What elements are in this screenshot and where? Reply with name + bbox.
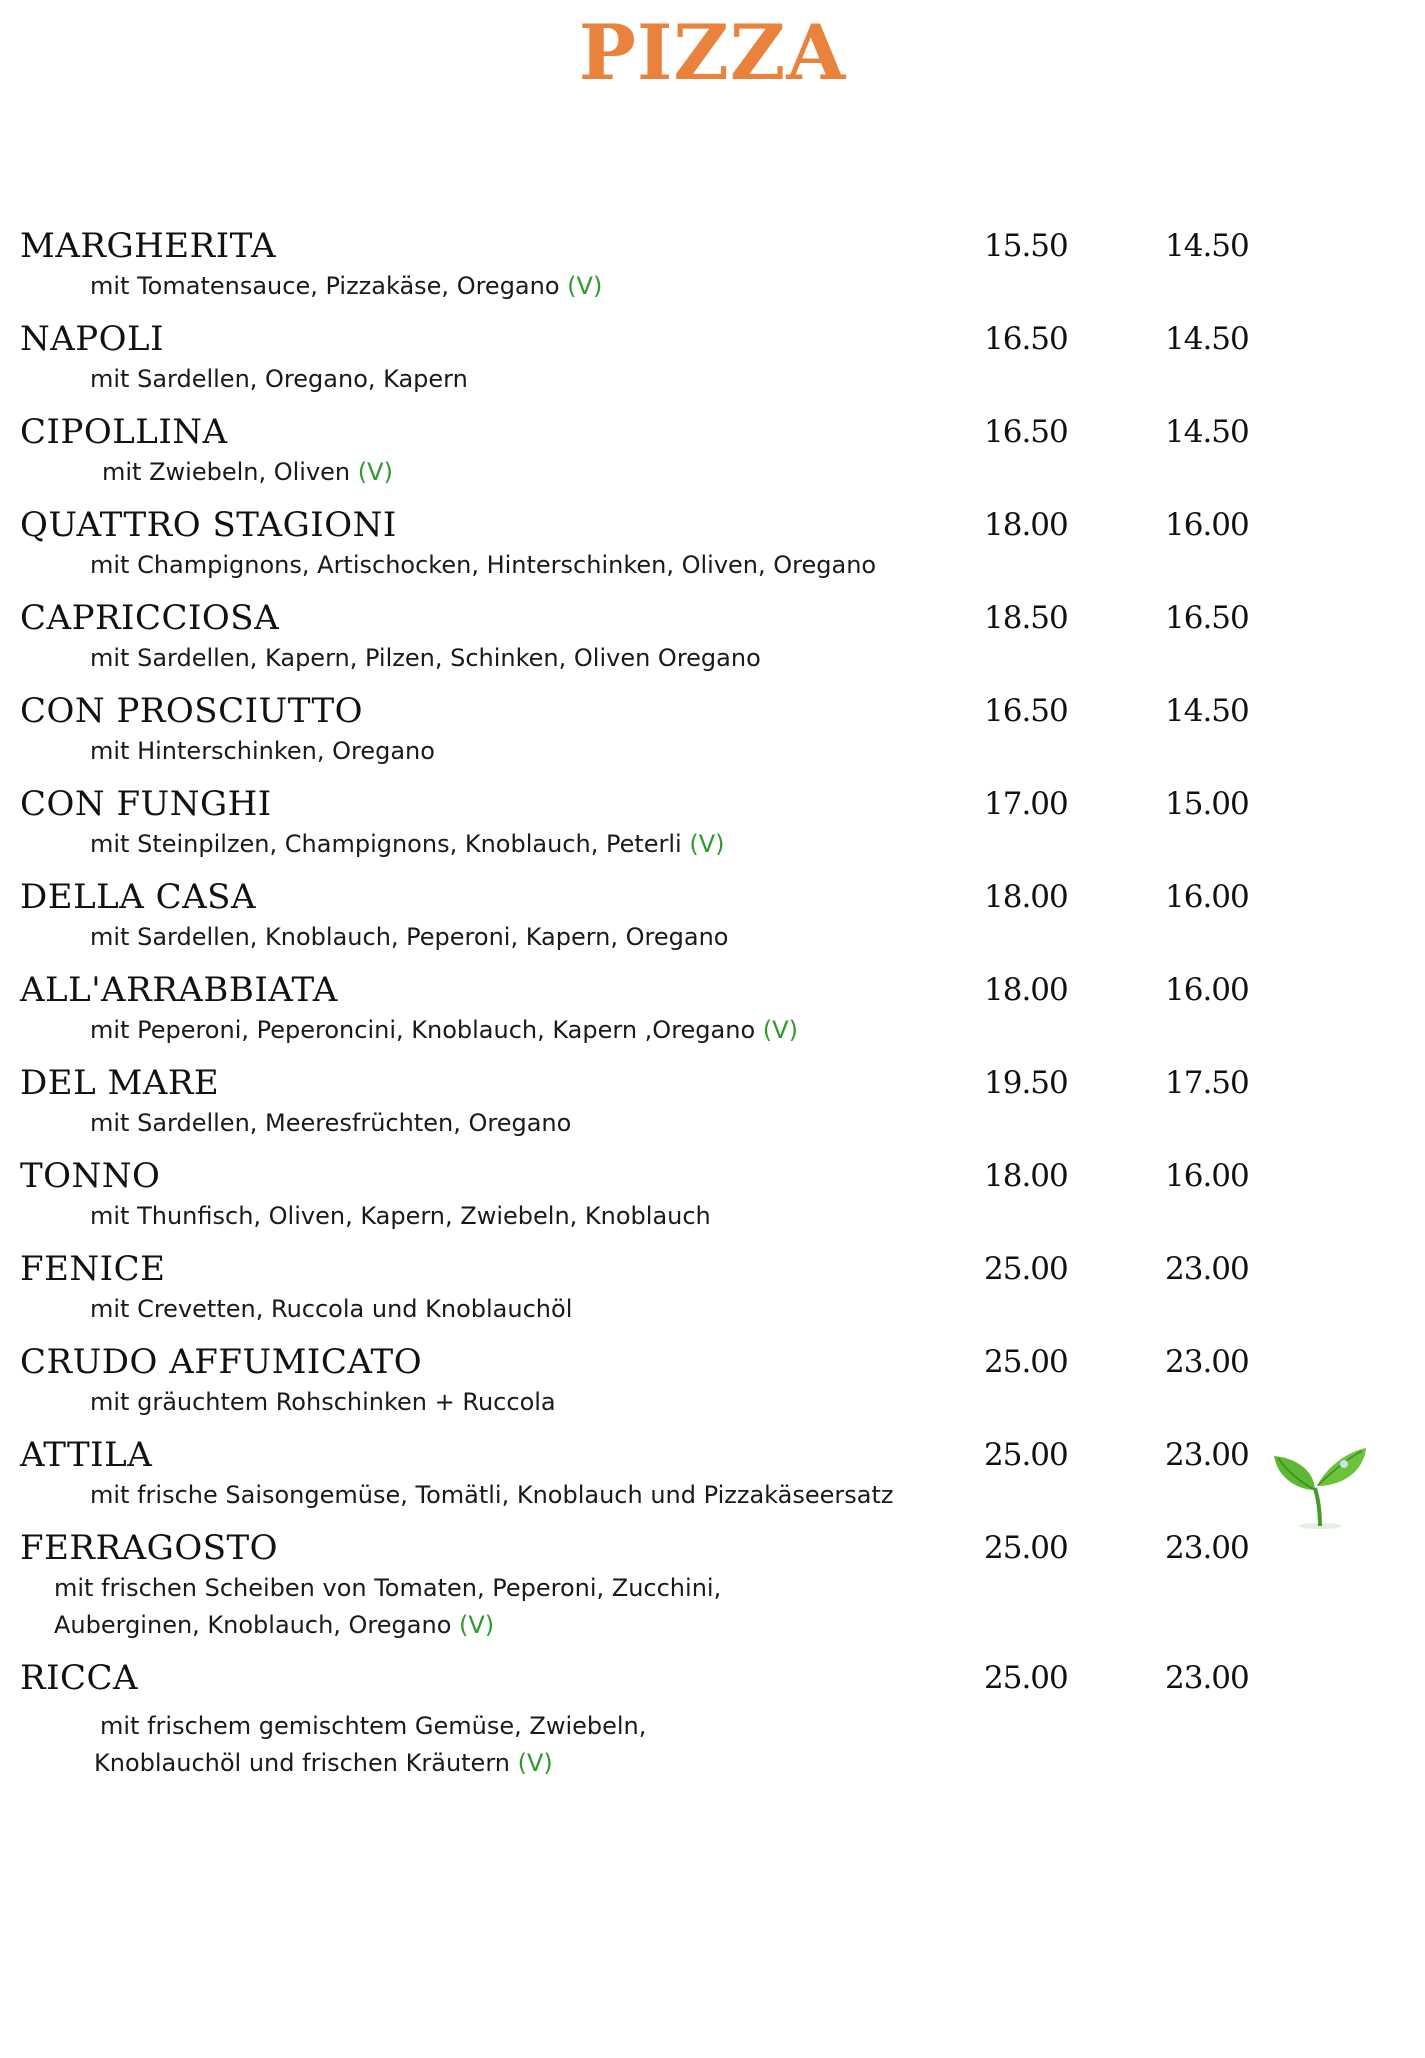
price-large: 25.00 (984, 1344, 1068, 1380)
price-small: 15.00 (1165, 786, 1249, 822)
description-line (90, 919, 1405, 956)
description-text: Auberginen, Knoblauch, Oregano (54, 1611, 452, 1639)
vegetarian-marker: (V) (762, 1016, 798, 1044)
green-sprout-icon (1270, 1446, 1370, 1531)
price-small: 14.50 (1165, 228, 1249, 264)
menu-item-description (90, 1198, 1405, 1247)
menu-item-description (90, 361, 1405, 410)
price-small: 16.50 (1165, 600, 1249, 636)
menu-item-name: QUATTRO STAGIONI (20, 505, 397, 545)
menu-item-name: CON PROSCIUTTO (20, 691, 364, 731)
price-small: 14.50 (1165, 693, 1249, 729)
menu-item-del-mare (20, 1061, 1405, 1154)
price-small: 17.50 (1165, 1065, 1249, 1101)
menu-item-name: ALL'ARRABBIATA (20, 970, 338, 1010)
menu-item-header (20, 782, 1405, 826)
menu-item-napoli (20, 317, 1405, 410)
description-line (90, 1477, 1405, 1514)
price-small: 16.00 (1165, 879, 1249, 915)
vegetarian-marker: (V) (459, 1611, 495, 1639)
menu-item-capricciosa (20, 596, 1405, 689)
price-small: 14.50 (1165, 321, 1249, 357)
menu-item-crudo-affumicato (20, 1340, 1405, 1433)
price-large: 16.50 (984, 414, 1068, 450)
menu-item-header (20, 1247, 1405, 1291)
menu-item-name: RICCA (20, 1658, 139, 1698)
description-text: mit Crevetten, Ruccola und Knoblauchöl (90, 1295, 573, 1323)
price-small: 16.00 (1165, 507, 1249, 543)
menu-item-tonno (20, 1154, 1405, 1247)
price-small: 16.00 (1165, 1158, 1249, 1194)
price-large: 25.00 (984, 1437, 1068, 1473)
price-large: 25.00 (984, 1660, 1068, 1696)
menu-item-con-funghi (20, 782, 1405, 875)
price-small: 23.00 (1165, 1660, 1249, 1696)
price-large: 17.00 (984, 786, 1068, 822)
description-text: mit Steinpilzen, Champignons, Knoblauch, Peterli (90, 830, 682, 858)
description-text: mit frische Saisongemüse, Tomätli, Knoblauch und Pizzakäseersatz (90, 1481, 894, 1509)
menu-item-all-arrabbiata (20, 968, 1405, 1061)
menu-item-header (20, 596, 1405, 640)
price-large: 18.00 (984, 879, 1068, 915)
description-line (90, 547, 1405, 584)
menu-item-header (20, 503, 1405, 547)
menu-item-con-prosciutto (20, 689, 1405, 782)
description-line (90, 1291, 1405, 1328)
price-large: 25.00 (984, 1530, 1068, 1566)
price-large: 16.50 (984, 693, 1068, 729)
price-small: 23.00 (1165, 1251, 1249, 1287)
price-large: 18.00 (984, 972, 1068, 1008)
vegetarian-marker: (V) (689, 830, 725, 858)
menu-item-quattro-stagioni (20, 503, 1405, 596)
menu-item-description (90, 547, 1405, 596)
menu-item-header (20, 1656, 1405, 1700)
menu-item-header (20, 317, 1405, 361)
price-large: 19.50 (984, 1065, 1068, 1101)
menu-item-description (90, 1477, 1405, 1526)
pizza-menu-list (20, 224, 1405, 1794)
price-small: 14.50 (1165, 414, 1249, 450)
menu-item-ferragosto (20, 1526, 1405, 1656)
menu-item-description (90, 919, 1405, 968)
menu-item-header (20, 1433, 1405, 1477)
menu-item-header (20, 968, 1405, 1012)
description-line (90, 640, 1405, 677)
menu-item-header (20, 1154, 1405, 1198)
price-small: 23.00 (1165, 1437, 1249, 1473)
description-text: mit Sardellen, Kapern, Pilzen, Schinken, Oliven Oregano (90, 644, 761, 672)
menu-item-description (102, 454, 1405, 503)
description-text: mit Peperoni, Peperoncini, Knoblauch, Kapern ,Oregano (90, 1016, 756, 1044)
description-line (90, 361, 1405, 398)
vegetarian-marker: (V) (517, 1749, 553, 1777)
description-text: mit Zwiebeln, Oliven (102, 458, 351, 486)
description-line (54, 1607, 1405, 1644)
menu-item-description (90, 1384, 1405, 1433)
price-large: 25.00 (984, 1251, 1068, 1287)
menu-item-description (90, 268, 1405, 317)
description-line (100, 1708, 1405, 1745)
menu-item-description (54, 1570, 1405, 1656)
menu-item-name: DEL MARE (20, 1063, 220, 1103)
menu-item-name: FERRAGOSTO (20, 1528, 279, 1568)
description-line (90, 733, 1405, 770)
price-small: 23.00 (1165, 1530, 1249, 1566)
description-text: mit Thunfisch, Oliven, Kapern, Zwiebeln, Knoblauch (90, 1202, 711, 1230)
description-line (90, 1198, 1405, 1235)
menu-item-description (90, 1012, 1405, 1061)
page-title: PIZZA (578, 8, 847, 97)
menu-item-header (20, 1061, 1405, 1105)
menu-item-name: CAPRICCIOSA (20, 598, 280, 638)
description-line (54, 1570, 1405, 1607)
menu-item-name: ATTILA (20, 1435, 153, 1475)
vegetarian-marker: (V) (567, 272, 603, 300)
menu-item-description (94, 1700, 1405, 1794)
description-text: mit Sardellen, Oregano, Kapern (90, 365, 468, 393)
menu-item-name: FENICE (20, 1249, 166, 1289)
description-line (94, 1745, 1405, 1782)
menu-item-description (90, 826, 1405, 875)
menu-item-name: CRUDO AFFUMICATO (20, 1342, 423, 1382)
price-large: 18.00 (984, 507, 1068, 543)
description-text: Knoblauchöl und frischen Kräutern (94, 1749, 510, 1777)
price-large: 16.50 (984, 321, 1068, 357)
description-text: mit Hinterschinken, Oregano (90, 737, 435, 765)
menu-item-name: TONNO (20, 1156, 161, 1196)
menu-item-description (90, 733, 1405, 782)
description-line (102, 454, 1405, 491)
menu-item-header (20, 1340, 1405, 1384)
description-line (90, 826, 1405, 863)
price-small: 23.00 (1165, 1344, 1249, 1380)
menu-item-fenice (20, 1247, 1405, 1340)
menu-item-ricca (20, 1656, 1405, 1794)
menu-item-name: NAPOLI (20, 319, 165, 359)
vegetarian-marker: (V) (357, 458, 393, 486)
description-line (90, 1012, 1405, 1049)
description-text: mit frischen Scheiben von Tomaten, Peperoni, Zucchini, (54, 1574, 722, 1602)
price-large: 18.50 (984, 600, 1068, 636)
menu-item-name: CON FUNGHI (20, 784, 272, 824)
menu-item-name: DELLA CASA (20, 877, 257, 917)
description-line (90, 1384, 1405, 1421)
description-text: mit Champignons, Artischocken, Hinterschinken, Oliven, Oregano (90, 551, 877, 579)
menu-item-header (20, 689, 1405, 733)
price-large: 18.00 (984, 1158, 1068, 1194)
menu-item-margherita (20, 224, 1405, 317)
menu-item-header (20, 410, 1405, 454)
menu-item-attila (20, 1433, 1405, 1526)
description-line (90, 268, 1405, 305)
menu-item-description (90, 640, 1405, 689)
description-text: mit gräuchtem Rohschinken + Ruccola (90, 1388, 556, 1416)
menu-item-cipollina (20, 410, 1405, 503)
menu-item-name: MARGHERITA (20, 226, 276, 266)
price-small: 16.00 (1165, 972, 1249, 1008)
description-text: mit Sardellen, Meeresfrüchten, Oregano (90, 1109, 572, 1137)
price-large: 15.50 (984, 228, 1068, 264)
menu-item-header (20, 875, 1405, 919)
menu-item-header (20, 1526, 1405, 1570)
menu-item-description (90, 1105, 1405, 1154)
description-text: mit frischem gemischtem Gemüse, Zwiebeln, (100, 1712, 647, 1740)
description-text: mit Tomatensauce, Pizzakäse, Oregano (90, 272, 560, 300)
menu-item-header (20, 224, 1405, 268)
menu-item-della-casa (20, 875, 1405, 968)
description-line (90, 1105, 1405, 1142)
menu-item-name: CIPOLLINA (20, 412, 228, 452)
description-text: mit Sardellen, Knoblauch, Peperoni, Kapern, Oregano (90, 923, 729, 951)
menu-item-description (90, 1291, 1405, 1340)
